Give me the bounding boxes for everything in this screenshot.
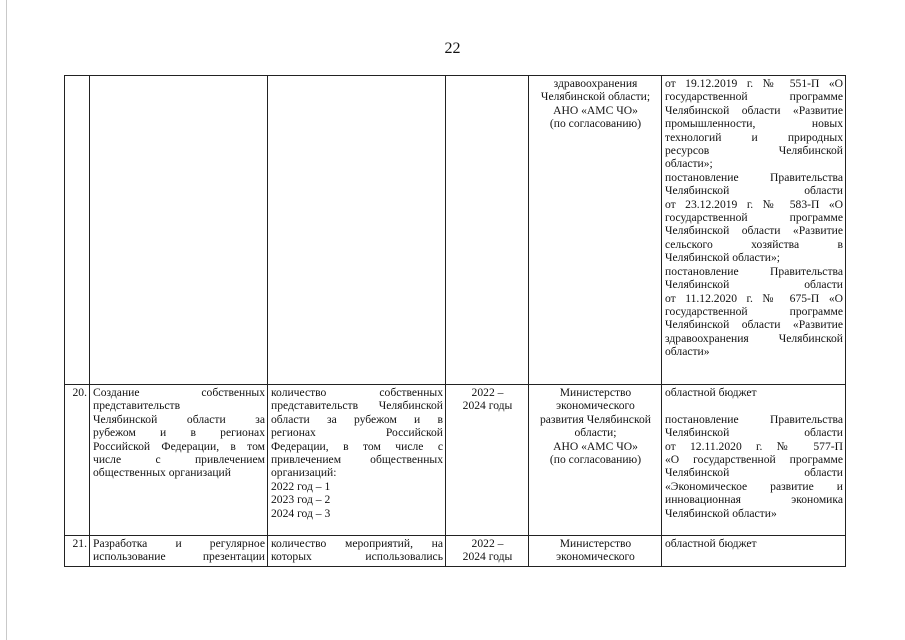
- financing-line: «О государственной программе: [665, 453, 843, 467]
- cell-number: 20.: [65, 385, 90, 536]
- period-line: 2022 –: [471, 386, 504, 399]
- financing-source: областной бюджет: [665, 386, 757, 399]
- responsible-line: Челябинской области;: [540, 90, 651, 104]
- cell-responsible: [529, 385, 662, 536]
- name-line: рубежом и в регионах: [93, 426, 265, 440]
- cell-responsible: [529, 536, 662, 567]
- financing-line: постановление Правительства: [665, 170, 843, 184]
- cell-number: [65, 76, 90, 385]
- financing-line: Челябинской области «Развитие: [665, 318, 843, 332]
- cell-responsible: [529, 76, 662, 385]
- financing-line: Челябинской области: [665, 278, 843, 292]
- indicator-line: 2023 год – 2: [271, 493, 331, 507]
- period-line: 2022 –: [471, 537, 504, 550]
- period-line: 2024 годы: [462, 399, 513, 413]
- indicator-line: представительств Челябинской: [271, 399, 443, 413]
- period-line: 2024 годы: [462, 550, 513, 564]
- table-row-21: [65, 536, 846, 567]
- financing-line: от 12.11.2020 г. № 577-П: [665, 439, 843, 453]
- cell-indicator: [268, 536, 446, 567]
- scan-edge-line: [6, 0, 7, 640]
- financing-line: Челябинской области: [665, 466, 843, 480]
- indicator-line: регионах Российской: [271, 426, 443, 440]
- financing-line: Челябинской области»;: [665, 251, 780, 265]
- financing-line: от 11.12.2020 г. № 675-П «О: [665, 291, 843, 305]
- name-line: Разработка и регулярное: [93, 537, 265, 550]
- responsible-line: экономического: [556, 550, 635, 564]
- financing-line: от 23.12.2019 г. № 583-П «О: [665, 197, 843, 211]
- page-number: 22: [444, 40, 461, 57]
- name-line: Челябинской области за: [93, 412, 265, 426]
- table-row-continuation: [65, 76, 846, 385]
- responsible-line: Министерство: [559, 537, 632, 550]
- indicator-line: количество мероприятий, на: [271, 537, 443, 550]
- indicator-line: Федерации, в том числе с: [271, 439, 443, 453]
- financing-line: Челябинской области: [665, 184, 843, 198]
- financing-line: инновационная экономика: [665, 493, 843, 507]
- cell-number: 21.: [65, 536, 90, 567]
- cell-financing: [662, 536, 846, 567]
- financing-line: технологий и природных: [665, 130, 843, 144]
- financing-source: областной бюджет: [665, 537, 757, 550]
- blank-line: [665, 399, 843, 412]
- cell-financing: [662, 385, 846, 536]
- financing-line: промышленности, новых: [665, 117, 843, 131]
- indicator-line: 2024 год – 3: [271, 506, 331, 520]
- responsible-line: здравоохранения: [553, 77, 638, 90]
- responsible-line: экономического: [556, 399, 635, 413]
- financing-line: области»: [665, 345, 710, 359]
- responsible-line: (по согласованию): [549, 117, 642, 131]
- financing-line: ресурсов Челябинской: [665, 144, 843, 158]
- indicator-line: привлечением общественных: [271, 453, 443, 467]
- name-line: общественных организаций: [93, 466, 231, 480]
- responsible-line: АНО «АМС ЧО»: [553, 439, 638, 453]
- responsible-line: АНО «АМС ЧО»: [553, 103, 638, 117]
- financing-line: государственной программе: [665, 304, 843, 318]
- responsible-line: области;: [574, 426, 617, 440]
- financing-line: Челябинской области: [665, 426, 843, 440]
- financing-line: Челябинской области»: [665, 506, 777, 520]
- financing-line: сельского хозяйства в: [665, 237, 843, 251]
- cell-period: [446, 76, 529, 385]
- financing-line: «Экономическое развитие и: [665, 479, 843, 493]
- cell-name: [90, 76, 268, 385]
- name-line: числе с привлечением: [93, 453, 265, 467]
- financing-line: постановление Правительства: [665, 412, 843, 426]
- financing-line: постановление Правительства: [665, 264, 843, 278]
- financing-line: здравоохранения Челябинской: [665, 331, 843, 345]
- financing-line: государственной программе: [665, 90, 843, 104]
- financing-line: от 19.12.2019 г. № 551-П «О: [665, 77, 843, 90]
- responsible-line: (по согласованию): [549, 453, 642, 467]
- indicator-line: области за рубежом и в: [271, 412, 443, 426]
- cell-period: [446, 536, 529, 567]
- indicator-line: 2022 год – 1: [271, 479, 331, 493]
- responsible-line: Министерство: [559, 386, 632, 399]
- name-line: представительств: [93, 399, 181, 413]
- indicator-line: количество собственных: [271, 386, 443, 399]
- indicator-line: организаций:: [271, 466, 337, 480]
- financing-line: Челябинской области «Развитие: [665, 103, 843, 117]
- cell-financing: [662, 76, 846, 385]
- financing-line: государственной программе: [665, 211, 843, 225]
- cell-indicator: [268, 385, 446, 536]
- cell-name: [90, 385, 268, 536]
- financing-line: области»;: [665, 157, 713, 171]
- cell-name: [90, 536, 268, 567]
- table-row-20: [65, 385, 846, 536]
- cell-period: [446, 385, 529, 536]
- financing-line: Челябинской области «Развитие: [665, 224, 843, 238]
- name-line: Создание собственных: [93, 386, 265, 399]
- cell-indicator: [268, 76, 446, 385]
- name-line: Российской Федерации, в том: [93, 439, 265, 453]
- responsible-line: развития Челябинской: [539, 412, 651, 426]
- name-line: использование презентации: [93, 550, 265, 564]
- indicator-line: которых использовались: [271, 550, 443, 564]
- measures-table: [64, 75, 846, 567]
